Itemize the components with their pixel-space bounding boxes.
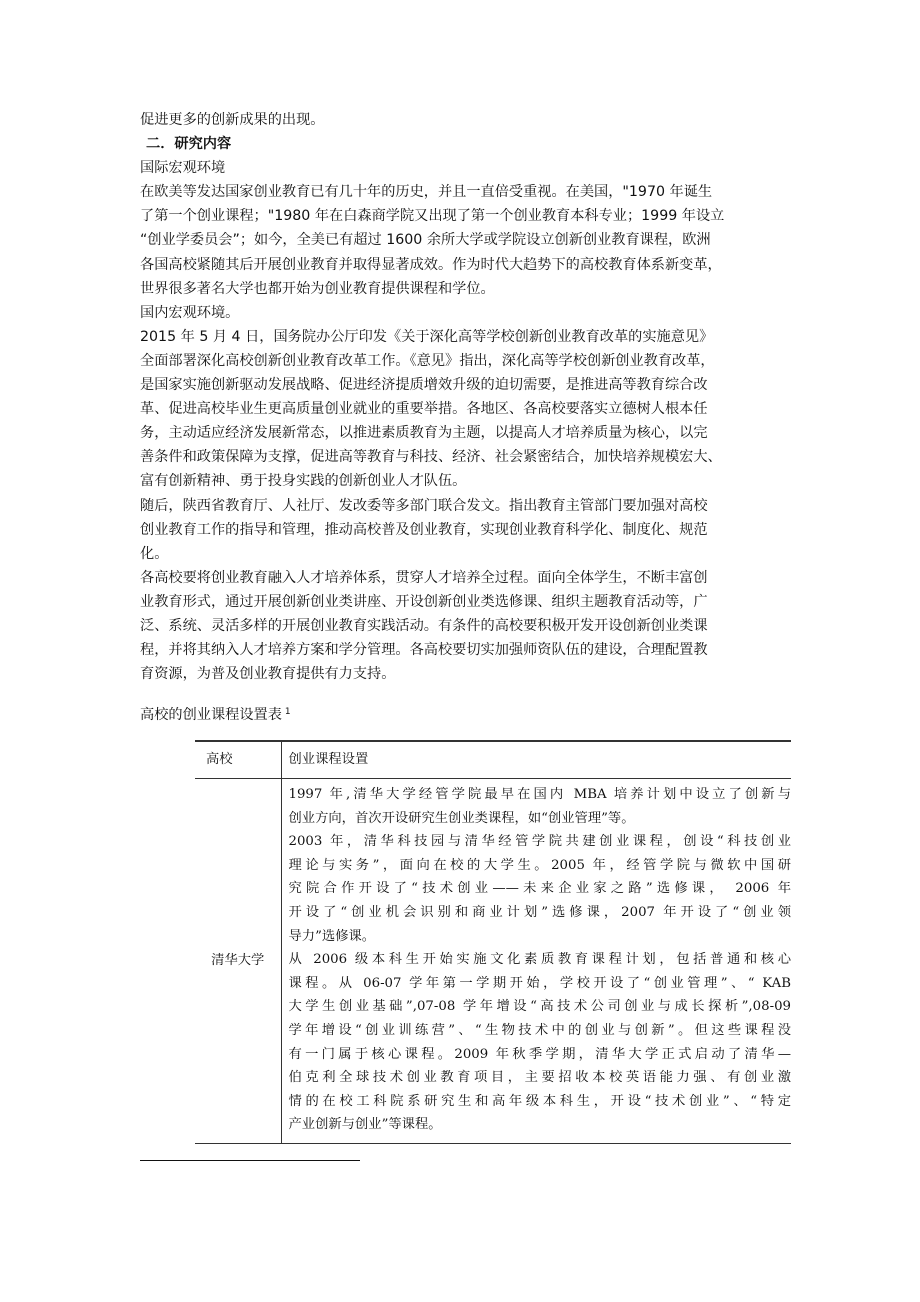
paragraph-line: 各国高校紧随其后开展创业教育并取得显著成效。作为时代大趋势下的高校教育体系新变革， — [140, 256, 722, 273]
header-school: 高校 — [195, 741, 281, 779]
course-text-line: 学年增设“创业训练营”、“生物技术中的创业与创新”。但这些课程没 — [288, 1022, 791, 1038]
course-text-line: 产业创新与创业”等课程。 — [288, 1117, 442, 1133]
course-text-line: 伯克利全球技术创业教育项目，主要招收本校英语能力强、有创业激 — [288, 1070, 791, 1086]
course-text-line: 有一门属于核心课程。2009 年秋季学期，清华大学正式启动了清华— — [288, 1046, 791, 1062]
paragraph-line: 育资源，为普及创业教育提供有力支持。 — [140, 666, 396, 683]
paragraph-line: 业教育形式，通过开展创新创业类讲座、开设创新创业类选修课、组织主题教育活动等，广 — [140, 593, 708, 610]
paragraph-line: 化。 — [140, 545, 169, 562]
paragraph-line: 全面部署深化高校创新创业教育改革工作。《意见》指出，深化高等学校创新创业教育改革， — [140, 352, 715, 369]
paragraph-line: 了第一个创业课程；"1980 年在白森商学院又出现了第一个创业教育本科专业；1999 年设立 — [140, 208, 725, 225]
paragraph-line: 富有创新精神、勇于投身实践的创新创业人才队伍。 — [140, 473, 467, 490]
footnote-reference[interactable]: 1 — [284, 707, 291, 718]
subheading-international: 国际宏观环境 — [140, 160, 226, 177]
course-text-line: 究院合作开设了“技术创业——未来企业家之路”选修课， 2006 年 — [288, 881, 791, 897]
course-text-line: 开设了“创业机会识别和商业计划”选修课，2007 年开设了“创业领 — [288, 904, 791, 920]
table-caption — [140, 700, 790, 727]
course-text-line: 导力”选修课。 — [288, 928, 376, 944]
paragraph-line: 各高校要将创业教育融入人才培养体系，贯穿人才培养全过程。面向全体学生，不断丰富创 — [140, 569, 708, 586]
header-courses: 创业课程设置 — [288, 752, 369, 768]
course-text-line: 大学生创业基础”,07-08 学年增设“高技术公司创业与成长探析”,08-09 — [288, 999, 791, 1015]
paragraph-line: 2015 年 5 月 4 日，国务院办公厅印发《关于深化高等学校创新创业教育改革的实施意见》 — [140, 328, 714, 345]
course-text-line: 课程。从 06-07 学年第一学期开始，学校开设了“创业管理”、“ KAB — [288, 975, 791, 991]
course-text-line: 创业方向，首次开设研究生创业类课程，如“创业管理”等。 — [288, 810, 635, 826]
course-text-line: 情的在校工科院系研究生和高年级本科生，开设“技术创业”、“特定 — [288, 1093, 791, 1109]
course-text-line: 从 2006 级本科生开始实施文化素质教育课程计划，包括普通和核心 — [288, 952, 791, 968]
paragraph-line: 泛、系统、灵活多样的开展创业教育实践活动。有条件的高校要积极开发开设创新创业类课 — [140, 617, 708, 634]
subheading-domestic: 国内宏观环境。 — [140, 304, 240, 321]
table-row — [195, 779, 791, 1144]
paragraph-line: 促进更多的创新成果的出现。 — [140, 112, 325, 128]
course-table — [195, 740, 791, 1144]
course-description-cell — [281, 779, 791, 1144]
footnote-separator — [140, 1160, 360, 1161]
paragraph-line: 务，主动适应经济发展新常态，以推进素质教育为主题，以提高人才培养质量为核心，以完 — [140, 425, 708, 442]
school-name-cell: 清华大学 — [195, 779, 281, 1144]
course-text-line: 1997 年,清华大学经管学院最早在国内 MBA 培养计划中设立了创新与 — [288, 787, 791, 802]
paragraph-line: “创业学委员会”；如今，全美已有超过 1600 余所大学或学院设立创新创业教育课程，欧洲 — [140, 232, 711, 249]
table-caption-text: 高校的创业课程设置表 — [140, 707, 282, 724]
document-page — [140, 108, 791, 1133]
paragraph-line: 创业教育工作的指导和管理，推动高校普及创业教育，实现创业教育科学化、制度化、规范 — [140, 521, 708, 538]
table-header-row — [195, 741, 791, 779]
paragraph-line: 是国家实施创新驱动发展战略、促进经济提质增效升级的迫切需要，是推进高等教育综合改 — [140, 377, 708, 394]
paragraph-line: 革、促进高校毕业生更高质量创业就业的重要举措。各地区、各高校要落实立德树人根本任 — [140, 401, 708, 418]
section-heading: 二．研究内容 — [146, 136, 232, 153]
course-text-line: 2003 年，清华科技园与清华经管学院共建创业课程，创设“科技创业 — [288, 834, 791, 850]
paragraph-line: 世界很多著名大学也都开始为创业教育提供课程和学位。 — [140, 280, 495, 297]
course-text-line: 理论与实务”，面向在校的大学生。2005 年，经管学院与微软中国研 — [288, 857, 791, 873]
paragraph-line: 在欧美等发达国家创业教育已有几十年的历史，并且一直倍受重视。在美国，"1970 年诞生 — [140, 184, 713, 201]
paragraph-line: 善条件和政策保障为支撑，促进高等教育与科技、经济、社会紧密结合，加快培养规模宏大、 — [140, 449, 722, 466]
paragraph-line: 随后，陕西省教育厅、人社厅、发改委等多部门联合发文。指出教育主管部门要加强对高校 — [140, 497, 708, 514]
paragraph-line: 程，并将其纳入人才培养方案和学分管理。各高校要切实加强师资队伍的建设，合理配置教 — [140, 642, 708, 659]
